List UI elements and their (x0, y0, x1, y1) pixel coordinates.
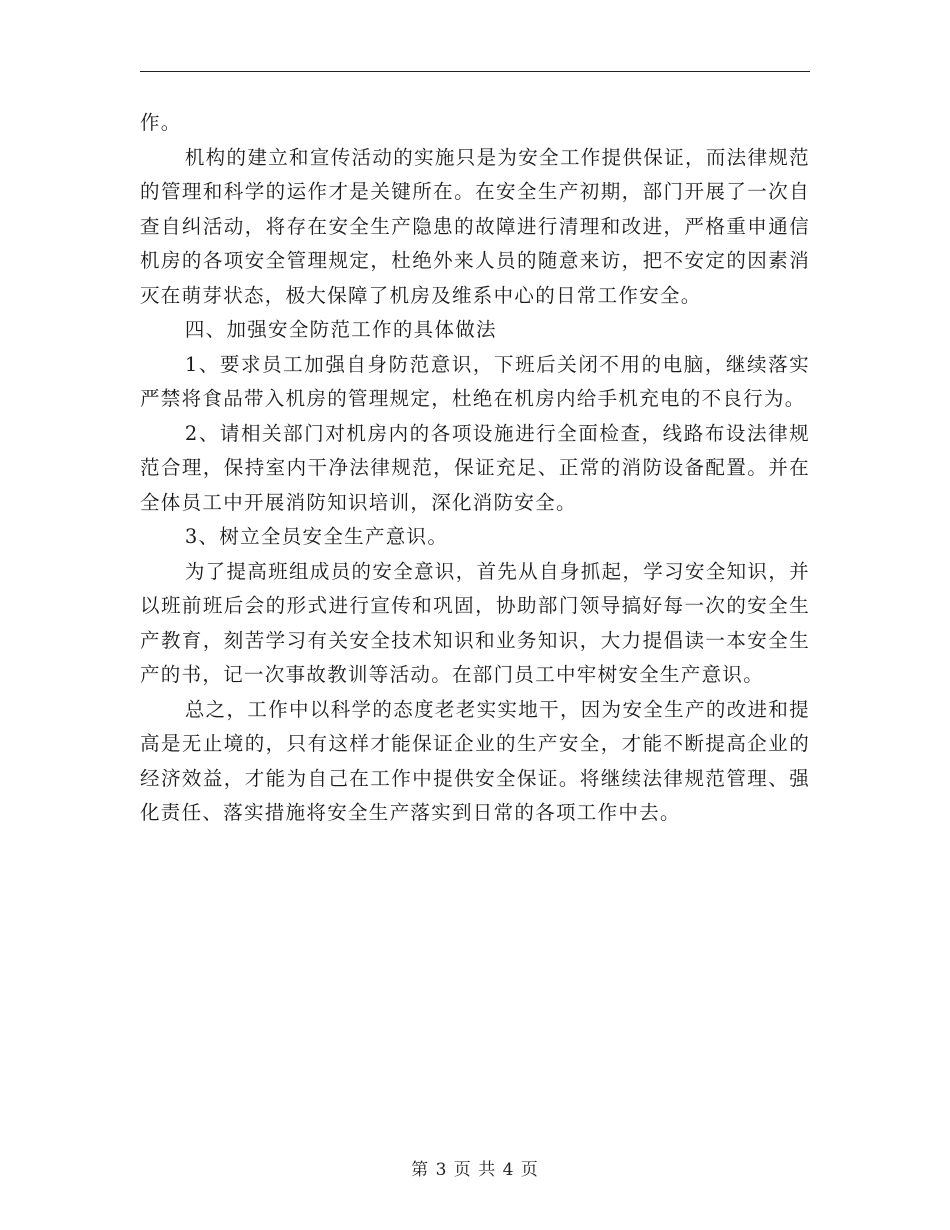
paragraph-conclusion: 总之，工作中以科学的态度老老实实地干，因为安全生产的改进和提高是无止境的，只有这样才能保证企业的生产安全，才能不断提高企业的经济效益，才能为自己在工作中提供安全保证。将继续法律规范管理、强化责任、落实措施将安全生产落实到日常的各项工作中去。 (140, 697, 810, 824)
page-footer (0, 1155, 950, 1180)
paragraph-item-2: 2、请相关部门对机房内的各项设施进行全面检查，线路布设法律规范合理，保持室内干净法律规范，保证充足、正常的消防设备配置。并在全体员工中开展消防知识培训，深化消防安全。 (140, 421, 810, 514)
paragraph-item-1: 1、要求员工加强自身防范意识，下班后关闭不用的电脑，继续落实严禁将食品带入机房的管理规定，杜绝在机房内给手机充电的不良行为。 (140, 352, 810, 410)
page-number-label: 第 3 页 共 4 页 (411, 1160, 539, 1180)
paragraph-6: 为了提高班组成员的安全意识，首先从自身抓起，学习安全知识，并以班前班后会的形式进行宣传和巩固，协助部门领导搞好每一次的安全生产教育，刻苦学习有关安全技术知识和业务知识，大力提倡读一本安全生产的书，记一次事故教训等活动。在部门员工中牢树安全生产意识。 (140, 559, 810, 686)
document-body (140, 106, 810, 831)
section-heading: 四、加强安全防范工作的具体做法 (184, 318, 497, 341)
paragraph-item-3: 3、树立全员安全生产意识。 (184, 525, 449, 548)
paragraph-1: 作。 (140, 111, 182, 134)
paragraph-2: 机构的建立和宣传活动的实施只是为安全工作提供保证，而法律规范的管理和科学的运作才是关键所在。在安全生产初期，部门开展了一次自查自纠活动，将存在安全生产隐患的故障进行清理和改进，严格重申通信机房的各项安全管理规定，杜绝外来人员的随意来访，把不安定的因素消灭在萌芽状态，极大保障了机房及维系中心的日常工作安全。 (140, 145, 810, 307)
header-rule (140, 71, 810, 72)
